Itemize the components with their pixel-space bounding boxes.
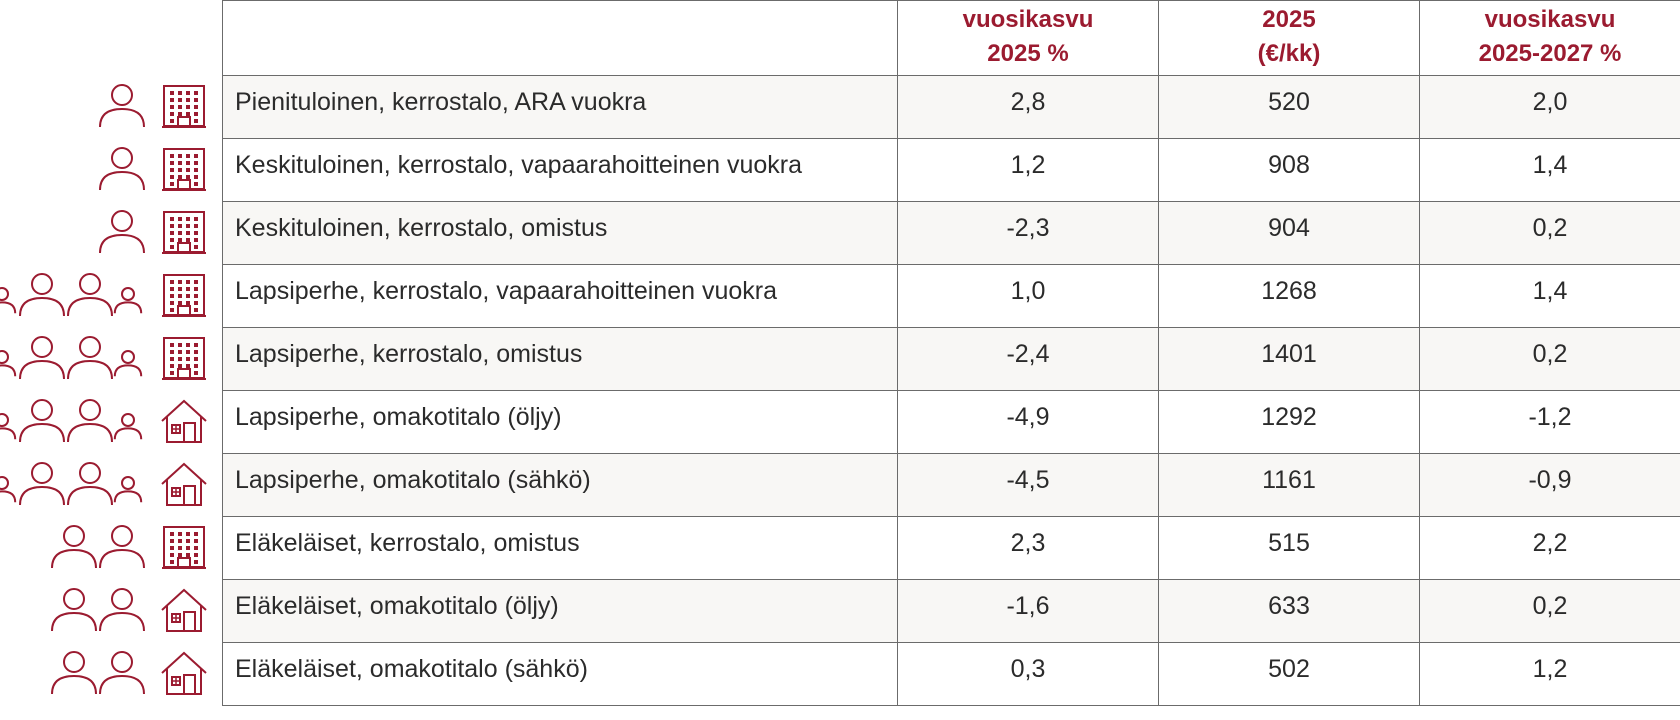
monthly-cost-2025-cell: 904 [1159, 202, 1420, 265]
household-icons-column [0, 75, 214, 705]
row-label-cell: Eläkeläiset, omakotitalo (öljy) [223, 580, 898, 643]
annual-growth-2025-2027-cell: 2,2 [1420, 517, 1680, 580]
annual-growth-2025-2027-cell: 2,0 [1420, 76, 1680, 139]
header-text: 2025 [1262, 6, 1316, 33]
annual-growth-2025-cell: -4,9 [898, 391, 1159, 454]
house-icon [160, 398, 208, 448]
household-icon-row [0, 75, 214, 138]
household-icon-row [0, 453, 214, 516]
person-icon [96, 209, 148, 259]
monthly-cost-2025-cell: 1292 [1159, 391, 1420, 454]
household-icon-row [0, 138, 214, 201]
couple-icon [48, 524, 148, 574]
header-label-cell [223, 1, 898, 76]
couple-icon [48, 650, 148, 700]
annual-growth-2025-2027-cell: 1,2 [1420, 643, 1680, 706]
table-row [223, 391, 1680, 454]
person-icon [96, 83, 148, 133]
family-icon [0, 272, 148, 322]
house-icon [160, 650, 208, 700]
household-icon-row [0, 201, 214, 264]
household-icon-row [0, 264, 214, 327]
family-icon [0, 461, 148, 511]
monthly-cost-2025-cell: 502 [1159, 643, 1420, 706]
family-icon [0, 398, 148, 448]
table-row [223, 328, 1680, 391]
annual-growth-2025-cell: 2,3 [898, 517, 1159, 580]
annual-growth-2025-cell: -4,5 [898, 454, 1159, 517]
monthly-cost-2025-cell: 520 [1159, 76, 1420, 139]
monthly-cost-2025-cell: 1161 [1159, 454, 1420, 517]
header-text: 2025 % [987, 40, 1069, 67]
annual-growth-2025-cell: 2,8 [898, 76, 1159, 139]
apartment-building-icon [160, 335, 208, 385]
annual-growth-2025-cell: 1,2 [898, 139, 1159, 202]
annual-growth-2025-2027-cell: 0,2 [1420, 328, 1680, 391]
family-icon [0, 335, 148, 385]
row-label-cell: Lapsiperhe, omakotitalo (öljy) [223, 391, 898, 454]
row-label-cell: Keskituloinen, kerrostalo, omistus [223, 202, 898, 265]
household-icon-row [0, 390, 214, 453]
household-icon-row [0, 327, 214, 390]
annual-growth-2025-2027-cell: 1,4 [1420, 265, 1680, 328]
annual-growth-2025-cell: -1,6 [898, 580, 1159, 643]
row-label-cell: Keskituloinen, kerrostalo, vapaarahoitteinen vuokra [223, 139, 898, 202]
annual-growth-2025-2027-cell: 1,4 [1420, 139, 1680, 202]
monthly-cost-2025-cell: 1268 [1159, 265, 1420, 328]
table-row [223, 139, 1680, 202]
table-row [223, 517, 1680, 580]
household-icon-row [0, 516, 214, 579]
annual-growth-2025-2027-cell: -0,9 [1420, 454, 1680, 517]
header-annual-growth-2025-2027 [1420, 1, 1680, 76]
annual-growth-2025-cell: 0,3 [898, 643, 1159, 706]
table-row [223, 202, 1680, 265]
household-icon-row [0, 579, 214, 642]
annual-growth-2025-cell: -2,4 [898, 328, 1159, 391]
house-icon [160, 461, 208, 511]
table-header-row [223, 1, 1680, 76]
annual-growth-2025-2027-cell: 0,2 [1420, 202, 1680, 265]
table-row [223, 265, 1680, 328]
monthly-cost-2025-cell: 515 [1159, 517, 1420, 580]
apartment-building-icon [160, 272, 208, 322]
annual-growth-2025-2027-cell: 0,2 [1420, 580, 1680, 643]
household-icon-row [0, 642, 214, 705]
house-icon [160, 587, 208, 637]
table-row [223, 643, 1680, 706]
couple-icon [48, 587, 148, 637]
monthly-cost-2025-cell: 908 [1159, 139, 1420, 202]
table-row [223, 580, 1680, 643]
header-annual-growth-2025 [898, 1, 1159, 76]
header-text: vuosikasvu [1484, 6, 1616, 33]
header-text: 2025-2027 % [1478, 40, 1622, 67]
row-label-cell: Lapsiperhe, kerrostalo, omistus [223, 328, 898, 391]
annual-growth-2025-cell: 1,0 [898, 265, 1159, 328]
apartment-building-icon [160, 209, 208, 259]
apartment-building-icon [160, 524, 208, 574]
row-label-cell: Lapsiperhe, omakotitalo (sähkö) [223, 454, 898, 517]
apartment-building-icon [160, 83, 208, 133]
housing-cost-table [222, 0, 1680, 706]
monthly-cost-2025-cell: 1401 [1159, 328, 1420, 391]
row-label-cell: Eläkeläiset, kerrostalo, omistus [223, 517, 898, 580]
monthly-cost-2025-cell: 633 [1159, 580, 1420, 643]
row-label-cell: Eläkeläiset, omakotitalo (sähkö) [223, 643, 898, 706]
table-row [223, 454, 1680, 517]
person-icon [96, 146, 148, 196]
header-text: (€/kk) [1257, 40, 1321, 67]
row-label-cell: Lapsiperhe, kerrostalo, vapaarahoitteinen vuokra [223, 265, 898, 328]
table-row [223, 76, 1680, 139]
apartment-building-icon [160, 146, 208, 196]
annual-growth-2025-2027-cell: -1,2 [1420, 391, 1680, 454]
header-text: vuosikasvu [962, 6, 1094, 33]
header-monthly-cost-2025 [1159, 1, 1420, 76]
table-body [223, 76, 1680, 706]
row-label-cell: Pienituloinen, kerrostalo, ARA vuokra [223, 76, 898, 139]
annual-growth-2025-cell: -2,3 [898, 202, 1159, 265]
